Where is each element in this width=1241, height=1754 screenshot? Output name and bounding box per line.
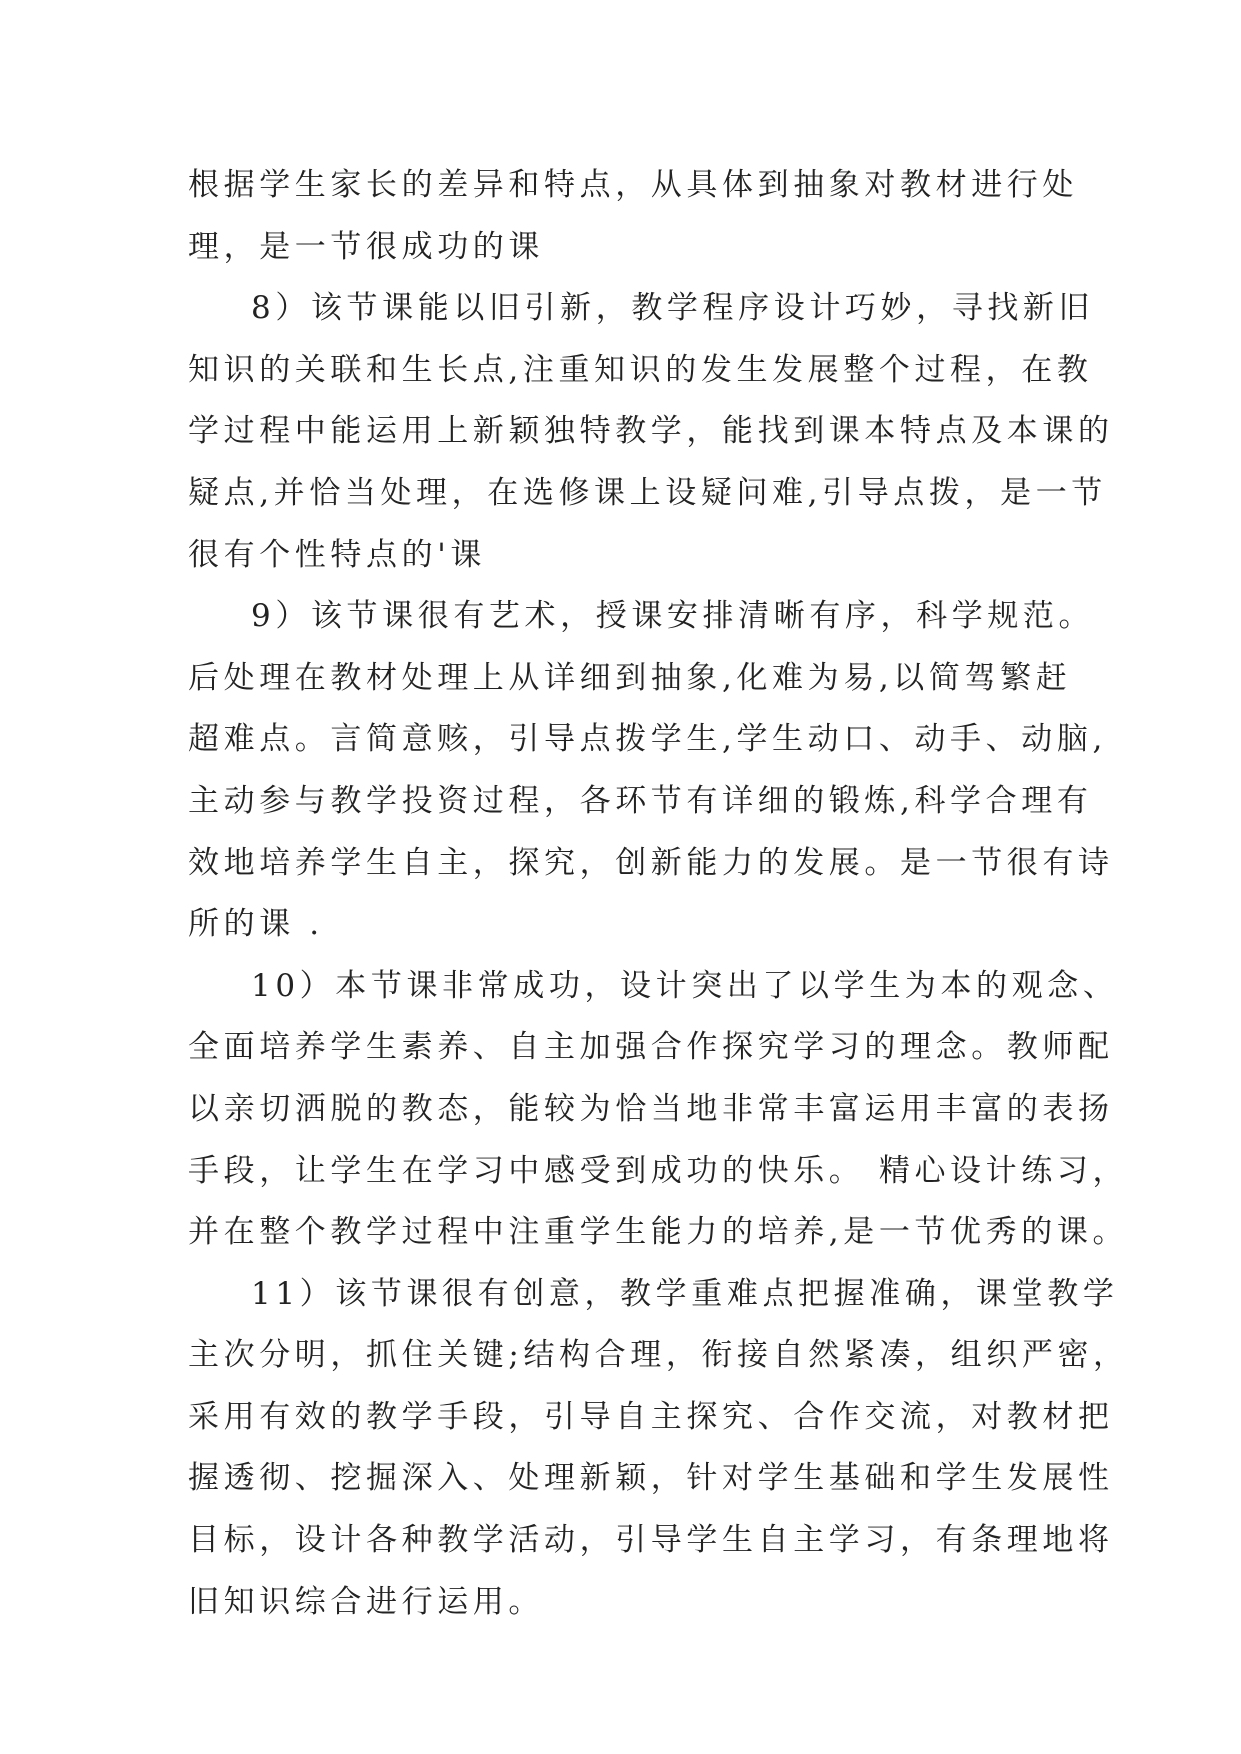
- text-line: 很有个性特点的'课: [188, 536, 486, 573]
- text-line: 手段，让学生在学习中感受到成功的快乐。 精心设计练习，: [188, 1152, 1129, 1189]
- text-line: 超难点。言简意赅，引导点拨学生,学生动口、动手、动脑,: [188, 721, 1107, 758]
- paragraph-start-line: 10）本节课非常成功，设计突出了以学生为本的观念、: [251, 967, 1119, 1004]
- text-line: 理，是一节很成功的课: [188, 228, 544, 265]
- text-line: 疑点,并恰当处理，在选修课上设疑问难,引导点拨，是一节: [188, 474, 1107, 511]
- text-line: 主次分明，抓住关键;结构合理，衔接自然紧凑，组织严密，: [188, 1337, 1129, 1374]
- text-line: 根据学生家长的差异和特点，从具体到抽象对教材进行处: [188, 167, 1078, 203]
- text-line: 主动参与教学投资过程，各环节有详细的锻炼,科学合理有: [188, 782, 1093, 819]
- text-line: 采用有效的教学手段，引导自主探究、合作交流，对教材把: [188, 1398, 1114, 1435]
- text-line: 并在整个教学过程中注重学生能力的培养,是一节优秀的课。: [188, 1214, 1129, 1251]
- text-line: 以亲切洒脱的教态，能较为恰当地非常丰富运用丰富的表扬: [188, 1090, 1114, 1127]
- text-line: 全面培养学生素养、自主加强合作探究学习的理念。教师配: [188, 1029, 1114, 1066]
- body-text: [188, 155, 1129, 1633]
- paragraph-start-line: 8）该节课能以旧引新，教学程序设计巧妙，寻找新旧: [251, 290, 1095, 327]
- paragraph-start-line: 11）该节课很有创意，教学重难点把握准确，课堂教学: [251, 1275, 1119, 1312]
- text-line: 握透彻、挖掘深入、处理新颖，针对学生基础和学生发展性: [188, 1460, 1114, 1497]
- text-line: 所的课 .: [188, 906, 324, 943]
- text-line: 知识的关联和生长点,注重知识的发生发展整个过程，在教: [188, 351, 1093, 388]
- text-line: 后处理在教材处理上从详细到抽象,化难为易,以简驾繁赶: [188, 659, 1072, 696]
- text-line: 旧知识综合进行运用。: [188, 1583, 544, 1620]
- text-line: 学过程中能运用上新颖独特教学，能找到课本特点及本课的: [188, 413, 1114, 450]
- text-line: 目标，设计各种教学活动，引导学生自主学习，有条理地将: [188, 1522, 1114, 1559]
- text-line: 效地培养学生自主，探究，创新能力的发展。是一节很有诗: [188, 844, 1114, 881]
- paragraph-start-line: 9）该节课很有艺术，授课安排清晰有序，科学规范。: [251, 598, 1095, 635]
